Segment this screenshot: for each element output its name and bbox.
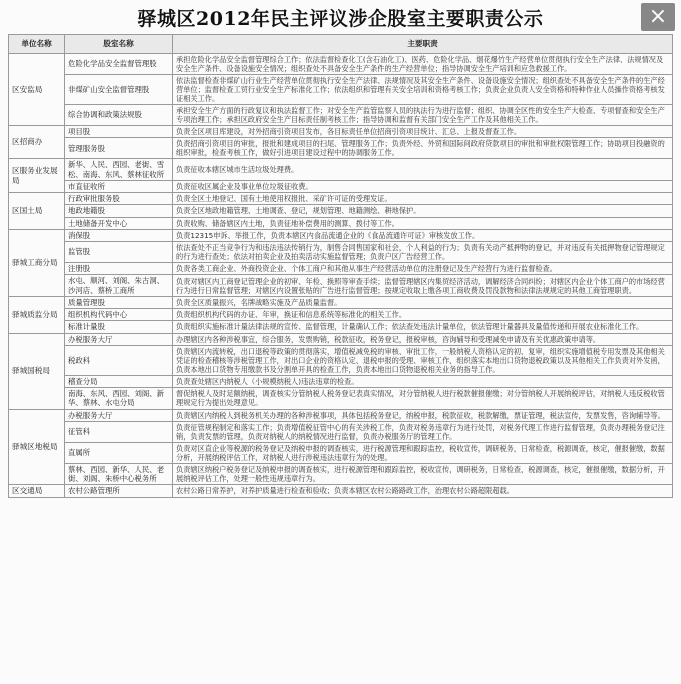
- dept-name-cell: 办税服务大厅: [65, 409, 173, 421]
- dept-name-cell: 地政地籍股: [65, 205, 173, 217]
- dept-name-cell: 项目股: [65, 126, 173, 138]
- header-duty: 主要职责: [173, 35, 673, 54]
- duty-cell: 依法查处不正当竞争行为和违法违法传销行为，制售合同售国家和社会，个人利益的行为；负责有关动产抵押物的登记，并对违反有关抵押物登记管理规定的行为进行查处；依法对拍卖企业及拍卖活动实施监督管理；负责户区广告经营工作。: [173, 242, 673, 263]
- table-row: [9, 138, 673, 159]
- duty-cell: 负责查处辖区内纳税人（小规模纳税人)违法违章的检查。: [173, 375, 673, 387]
- duty-cell: 承担危险化学品安全监督管理综合工作；依法监督检查化工(含石油化工)、医药、危险化学品、烟花爆竹生产经营单位贯彻执行安全生产法律、法规情况及安全生产条件、设备设施安全情况；组织查处不具备安全生产条件的生产经营单位；指导协调安全生产培训和应急救援工作。: [173, 54, 673, 75]
- table-row: [9, 421, 673, 442]
- duty-cell: 负责组织实施标准计量法律法规的宣传、监督管理，计量确认工作；依法查处违法计量单位，依法管理计量器具及量值传递和开展农业标准化工作。: [173, 321, 673, 333]
- unit-name-cell: 区交通局: [9, 485, 65, 497]
- duty-cell: 负责组织机构代码的办证、年审，换证和信息系统等标准化的相关工作。: [173, 309, 673, 321]
- duty-cell: 负责辖区内流转税，出口退税等政策的贯彻落实，增值税减免税的审核、审批工作，一般纳税人资格认定的初、复审，组织实施增值税专用发票及其他相关凭证的检查稽核等涉税管理工作，对出口企业的资格认定、退税申报的受理、审核工作，组织落实本地出口货物退税政策以及其他相关工作负责对外发函，负责本地出口货物专用缴款书及分割单开具的检查工作，负责本地出口货物退税相关业务的指导工作。: [173, 345, 673, 375]
- dept-name-cell: 水屯、顺河、刘阁、朱古洞、沙河店、蔡桥工商所: [65, 275, 173, 297]
- header-dept: 股室名称: [65, 35, 173, 54]
- table-row: [9, 485, 673, 497]
- dept-name-cell: 组织机构代码中心: [65, 309, 173, 321]
- table-row: [9, 105, 673, 126]
- duties-table: [8, 34, 673, 498]
- table-row: [9, 409, 673, 421]
- duty-cell: 负责辖区内纳税人到税务机关办理的各种涉税事项，具体包括税务登记，纳税申报，税款征收，税款解缴，票证管理，税法宣传，发票发售，咨询辅导等。: [173, 409, 673, 421]
- table-row: [9, 296, 673, 308]
- dept-name-cell: 蔡林、西园、新华、人民、老街、刘阁、朱桥中心税务所: [65, 463, 173, 485]
- table-row: [9, 321, 673, 333]
- dept-name-cell: 标准计量股: [65, 321, 173, 333]
- duty-cell: 负责辖区纳税户税务登记及纳税申报的调查核实，进行税源管理和跟踪监控，税收宣传，调研税务，日常检查，税源调查，核定，催报催缴，数据分析，开展纳税评估工作，处理一般性违规违章行为。: [173, 463, 673, 485]
- dept-name-cell: 注册股: [65, 263, 173, 275]
- duty-cell: 农村公路日常养护，对养护质量进行检查和验收；负责本辖区农村公路路政工作，治理农村公路超限超载。: [173, 485, 673, 497]
- duty-cell: 负责全区地政地籍管理、土地调查、登记，规划管理、地籍测绘、耕地保护。: [173, 205, 673, 217]
- unit-name-cell: 驿城国税局: [9, 333, 65, 409]
- table-row: [9, 229, 673, 241]
- dept-name-cell: 农村公路管理所: [65, 485, 173, 497]
- table-row: [9, 345, 673, 375]
- table-row: [9, 242, 673, 263]
- dept-name-cell: 征管科: [65, 421, 173, 442]
- table-row: [9, 309, 673, 321]
- table-row: [9, 205, 673, 217]
- table-header-row: [9, 35, 673, 54]
- table-row: [9, 180, 673, 192]
- dept-name-cell: 监管股: [65, 242, 173, 263]
- duty-cell: 负责全区质量振兴，名牌战略实施及产品质量监督。: [173, 296, 673, 308]
- unit-name-cell: 驿城质监分局: [9, 296, 65, 333]
- duty-cell: 负责征收区属企业及事业单位垃圾征收费。: [173, 180, 673, 192]
- duty-cell: 负责全区土地登记、国有土地使用权报批、采矿许可证的受理发证。: [173, 193, 673, 205]
- unit-name-cell: 驿城区地税局: [9, 409, 65, 485]
- duty-cell: 负责征管规程制定和落实工作；负责增值税征管中心的有关涉税工作，负责对税务违章行为进行处罚，对税务代理工作进行监督管理，负责办理税务登记注销，负责发票的管理，负责对纳税人的纳税情况进行监督，负责办税服务厅的管理工作。: [173, 421, 673, 442]
- dept-name-cell: 质量管理股: [65, 296, 173, 308]
- dept-name-cell: 土地储备开发中心: [65, 217, 173, 229]
- duty-cell: 负责招商引资项目的审批，报批和建成项目的扫尾、管理服务工作；负责外经、外贸和国际间政府贷款项目的审批和审批权限管理工作；协助项目投融资的组织审批，检查考核工作，做好引进项目建设过程中的协调服务工作。: [173, 138, 673, 159]
- dept-name-cell: 管理服务股: [65, 138, 173, 159]
- unit-name-cell: 驿城工商分局: [9, 229, 65, 296]
- dept-name-cell: 行政审批服务股: [65, 193, 173, 205]
- dept-name-cell: 新华、人民、西园、老街、雪松、南海、东风、蔡林征收所: [65, 159, 173, 181]
- dept-name-cell: 非煤矿山安全监督管理股: [65, 75, 173, 105]
- duty-cell: 负责全区项目库建设，对外招商引资项目发布，各目标责任单位招商引资项目统计、汇总、上报及督查工作。: [173, 126, 673, 138]
- table-row: [9, 54, 673, 75]
- duty-cell: 负责对区直企业等税源的税务登记及纳税申报的调查核实，进行税源管理和跟踪监控，税收宣传，调研税务，日常检查，税源调查，核定，催报催缴，数据分析，开展纳税评估工作，对纳税人进行涉税违法违章行为的处理。: [173, 442, 673, 463]
- unit-name-cell: 区安监局: [9, 54, 65, 126]
- dept-name-cell: 市直征收所: [65, 180, 173, 192]
- dept-name-cell: 稽查分局: [65, 375, 173, 387]
- table-row: [9, 442, 673, 463]
- table-row: [9, 217, 673, 229]
- close-icon[interactable]: ×: [641, 3, 675, 31]
- dept-name-cell: 综合协调和政策法规股: [65, 105, 173, 126]
- table-row: [9, 75, 673, 105]
- table-row: [9, 159, 673, 181]
- duty-cell: 负责各类工商企业、外商投资企业、个体工商户和其他从事生产经营活动单位的注册登记及生产经营行为进行监督检查。: [173, 263, 673, 275]
- table-row: [9, 275, 673, 297]
- duty-cell: 负责12315申诉、举报工作，负责本辖区内食品流通企业的《食品流通许可证》审核发放工作。: [173, 229, 673, 241]
- page-title: 驿城区2012年民主评议涉企股室主要职责公示: [137, 8, 544, 30]
- duty-cell: 负责收购、储备辖区内土地，负责征地补偿费用的测算、拨付等工作。: [173, 217, 673, 229]
- table-row: [9, 193, 673, 205]
- dept-name-cell: 直属所: [65, 442, 173, 463]
- table-row: [9, 333, 673, 345]
- unit-name-cell: 区服务业发展局: [9, 159, 65, 193]
- duty-cell: 负责对辖区内工商登记管理企业的初审、年检、换照等审查手续；监督管理辖区内集贸经济活动，调解经济合同纠纷；对辖区内企业个体工商户的市场经营行为进行日常监督管理；对辖区内设置张贴的广告进行监督管理；按规定收取上缴各项工商收费及罚没款物和法律法规规定的其他工商管理职责。: [173, 275, 673, 297]
- dept-name-cell: 税政科: [65, 345, 173, 375]
- duty-cell: 办理辖区内各种涉税事宜，综合服务，发票购销，税款征收，税务登记，报税审核，咨询辅导和受理减免申请及有关优惠政策申请等。: [173, 333, 673, 345]
- duty-cell: 督促纳税人及时足额纳税，调查核实分管纳税人税务登记表真实情况，对分管纳税人进行税款催报催缴；对分管纳税人开展纳税评估，对纳税人违反税收管理规定行为提出处理意见。: [173, 388, 673, 410]
- unit-name-cell: 区国土局: [9, 193, 65, 230]
- table-row: [9, 126, 673, 138]
- dept-name-cell: 南海、东风、西园、刘阁、新华、蔡林、水屯分局: [65, 388, 173, 410]
- duty-cell: 依法监督检查非煤矿山行业生产经营单位贯彻执行安全生产法律、法规情况及其安全生产条件、设备设施安全情况；组织查处不具备安全生产条件的生产经营单位；监督检查工贸行业安全生产标准化工作；依法组织和管理有关安全培训和资格考核工作；负责企业负责人安全资格和特种作业人员操作资格考核发证相关工作。: [173, 75, 673, 105]
- table-row: [9, 375, 673, 387]
- table-row: [9, 463, 673, 485]
- dept-name-cell: 危险化学品安全监督管理股: [65, 54, 173, 75]
- table-row: [9, 263, 673, 275]
- table-body: [9, 54, 673, 498]
- unit-name-cell: 区招商办: [9, 126, 65, 159]
- dept-name-cell: 消保股: [65, 229, 173, 241]
- duty-cell: 负责征收本辖区城市生活垃圾处理费。: [173, 159, 673, 181]
- dept-name-cell: 办税服务大厅: [65, 333, 173, 345]
- table-row: [9, 388, 673, 410]
- duty-cell: 承担安全生产方面的行政复议和执法监督工作；对安全生产监管监察人员的执法行为进行监督；组织、协调全区性的安全生产大检查、专项督查和安全生产专项治理工作；承担区政府安全生产目标责任制考核工作；指导协调和监督有关部门安全生产工作及其他相关工作。: [173, 105, 673, 126]
- header-unit: 单位名称: [9, 35, 65, 54]
